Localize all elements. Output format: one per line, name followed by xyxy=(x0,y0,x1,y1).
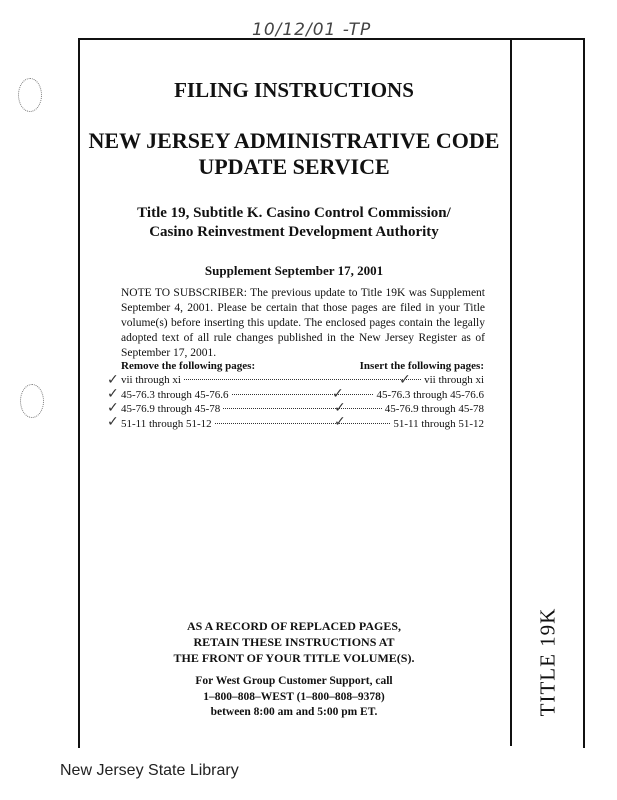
insert-pages: 51-11 through 51-12 xyxy=(393,417,484,430)
record-line: THE FRONT OF YOUR TITLE VOLUME(S). xyxy=(173,651,415,665)
checkmark-icon: ✓ xyxy=(334,414,346,430)
insert-pages-header: Insert the following pages: xyxy=(359,360,484,372)
support-line: 1–800–808–WEST (1–800–808–9378) xyxy=(203,690,385,703)
code-title-line: NEW JERSEY ADMINISTRATIVE CODE xyxy=(88,128,500,153)
record-instructions xyxy=(78,618,510,666)
subtitle-line: Casino Reinvestment Development Authority xyxy=(149,224,439,240)
handwritten-date-note: 10/12/01 -TP xyxy=(252,20,372,40)
checkmark-icon: ✓ xyxy=(107,414,119,430)
remove-pages: 45-76.9 through 45-78 xyxy=(121,403,221,415)
subtitle xyxy=(78,204,510,242)
subscriber-note: NOTE TO SUBSCRIBER: The previous update to Title 19K was Supplement September 4, 2001. Please be certain that those pages are filed in your Title volume(s) before inserting this update. The enclosed pages contain the legally adopted text of all rule changes published in the New Jersey Register as of September 17, 2001. xyxy=(121,287,485,359)
library-stamp: New Jersey State Library xyxy=(60,762,239,779)
code-title-line: UPDATE SERVICE xyxy=(198,154,390,179)
insert-pages: 45-76.3 through 45-76.6 xyxy=(376,388,484,401)
insert-pages: vii through xi xyxy=(424,374,484,386)
title-tab-label: TITLE 19K xyxy=(535,607,560,717)
page-row xyxy=(121,403,484,418)
support-line: between 8:00 am and 5:00 pm ET. xyxy=(210,706,378,718)
remove-pages: vii through xi xyxy=(121,374,181,386)
subtitle-line: Title 19, Subtitle K. Casino Control Commission/ xyxy=(137,205,451,221)
tab-divider-line xyxy=(510,38,512,746)
support-line: For West Group Customer Support, call xyxy=(195,675,393,687)
insert-pages: 45-76.9 through 45-78 xyxy=(384,403,484,415)
binder-hole-top xyxy=(18,78,42,112)
record-line: RETAIN THESE INSTRUCTIONS AT xyxy=(193,635,395,649)
checkmark-icon: ✓ xyxy=(107,386,119,402)
leader-dots xyxy=(232,394,374,395)
page-list xyxy=(121,374,484,432)
leader-dots xyxy=(215,423,391,424)
checkmark-icon: ✓ xyxy=(107,400,119,416)
remove-pages: 51-11 through 51-12 xyxy=(121,417,212,430)
checkmark-icon: ✓ xyxy=(399,372,411,388)
remove-pages-header: Remove the following pages: xyxy=(121,360,256,372)
supplement-date: Supplement September 17, 2001 xyxy=(204,263,384,278)
checkmark-icon: ✓ xyxy=(334,400,346,416)
page-row xyxy=(121,389,484,404)
checkmark-icon: ✓ xyxy=(107,372,119,388)
code-title xyxy=(78,128,510,180)
page-row xyxy=(121,374,484,389)
page-row xyxy=(121,418,484,433)
page-title: FILING INSTRUCTIONS xyxy=(174,78,414,102)
checkmark-icon: ✓ xyxy=(332,386,344,402)
remove-pages: 45-76.3 through 45-76.6 xyxy=(121,388,229,401)
leader-dots xyxy=(223,408,381,409)
binder-hole-middle xyxy=(20,384,44,418)
customer-support xyxy=(78,674,510,721)
record-line: AS A RECORD OF REPLACED PAGES, xyxy=(186,619,402,633)
leader-dots xyxy=(184,379,421,380)
